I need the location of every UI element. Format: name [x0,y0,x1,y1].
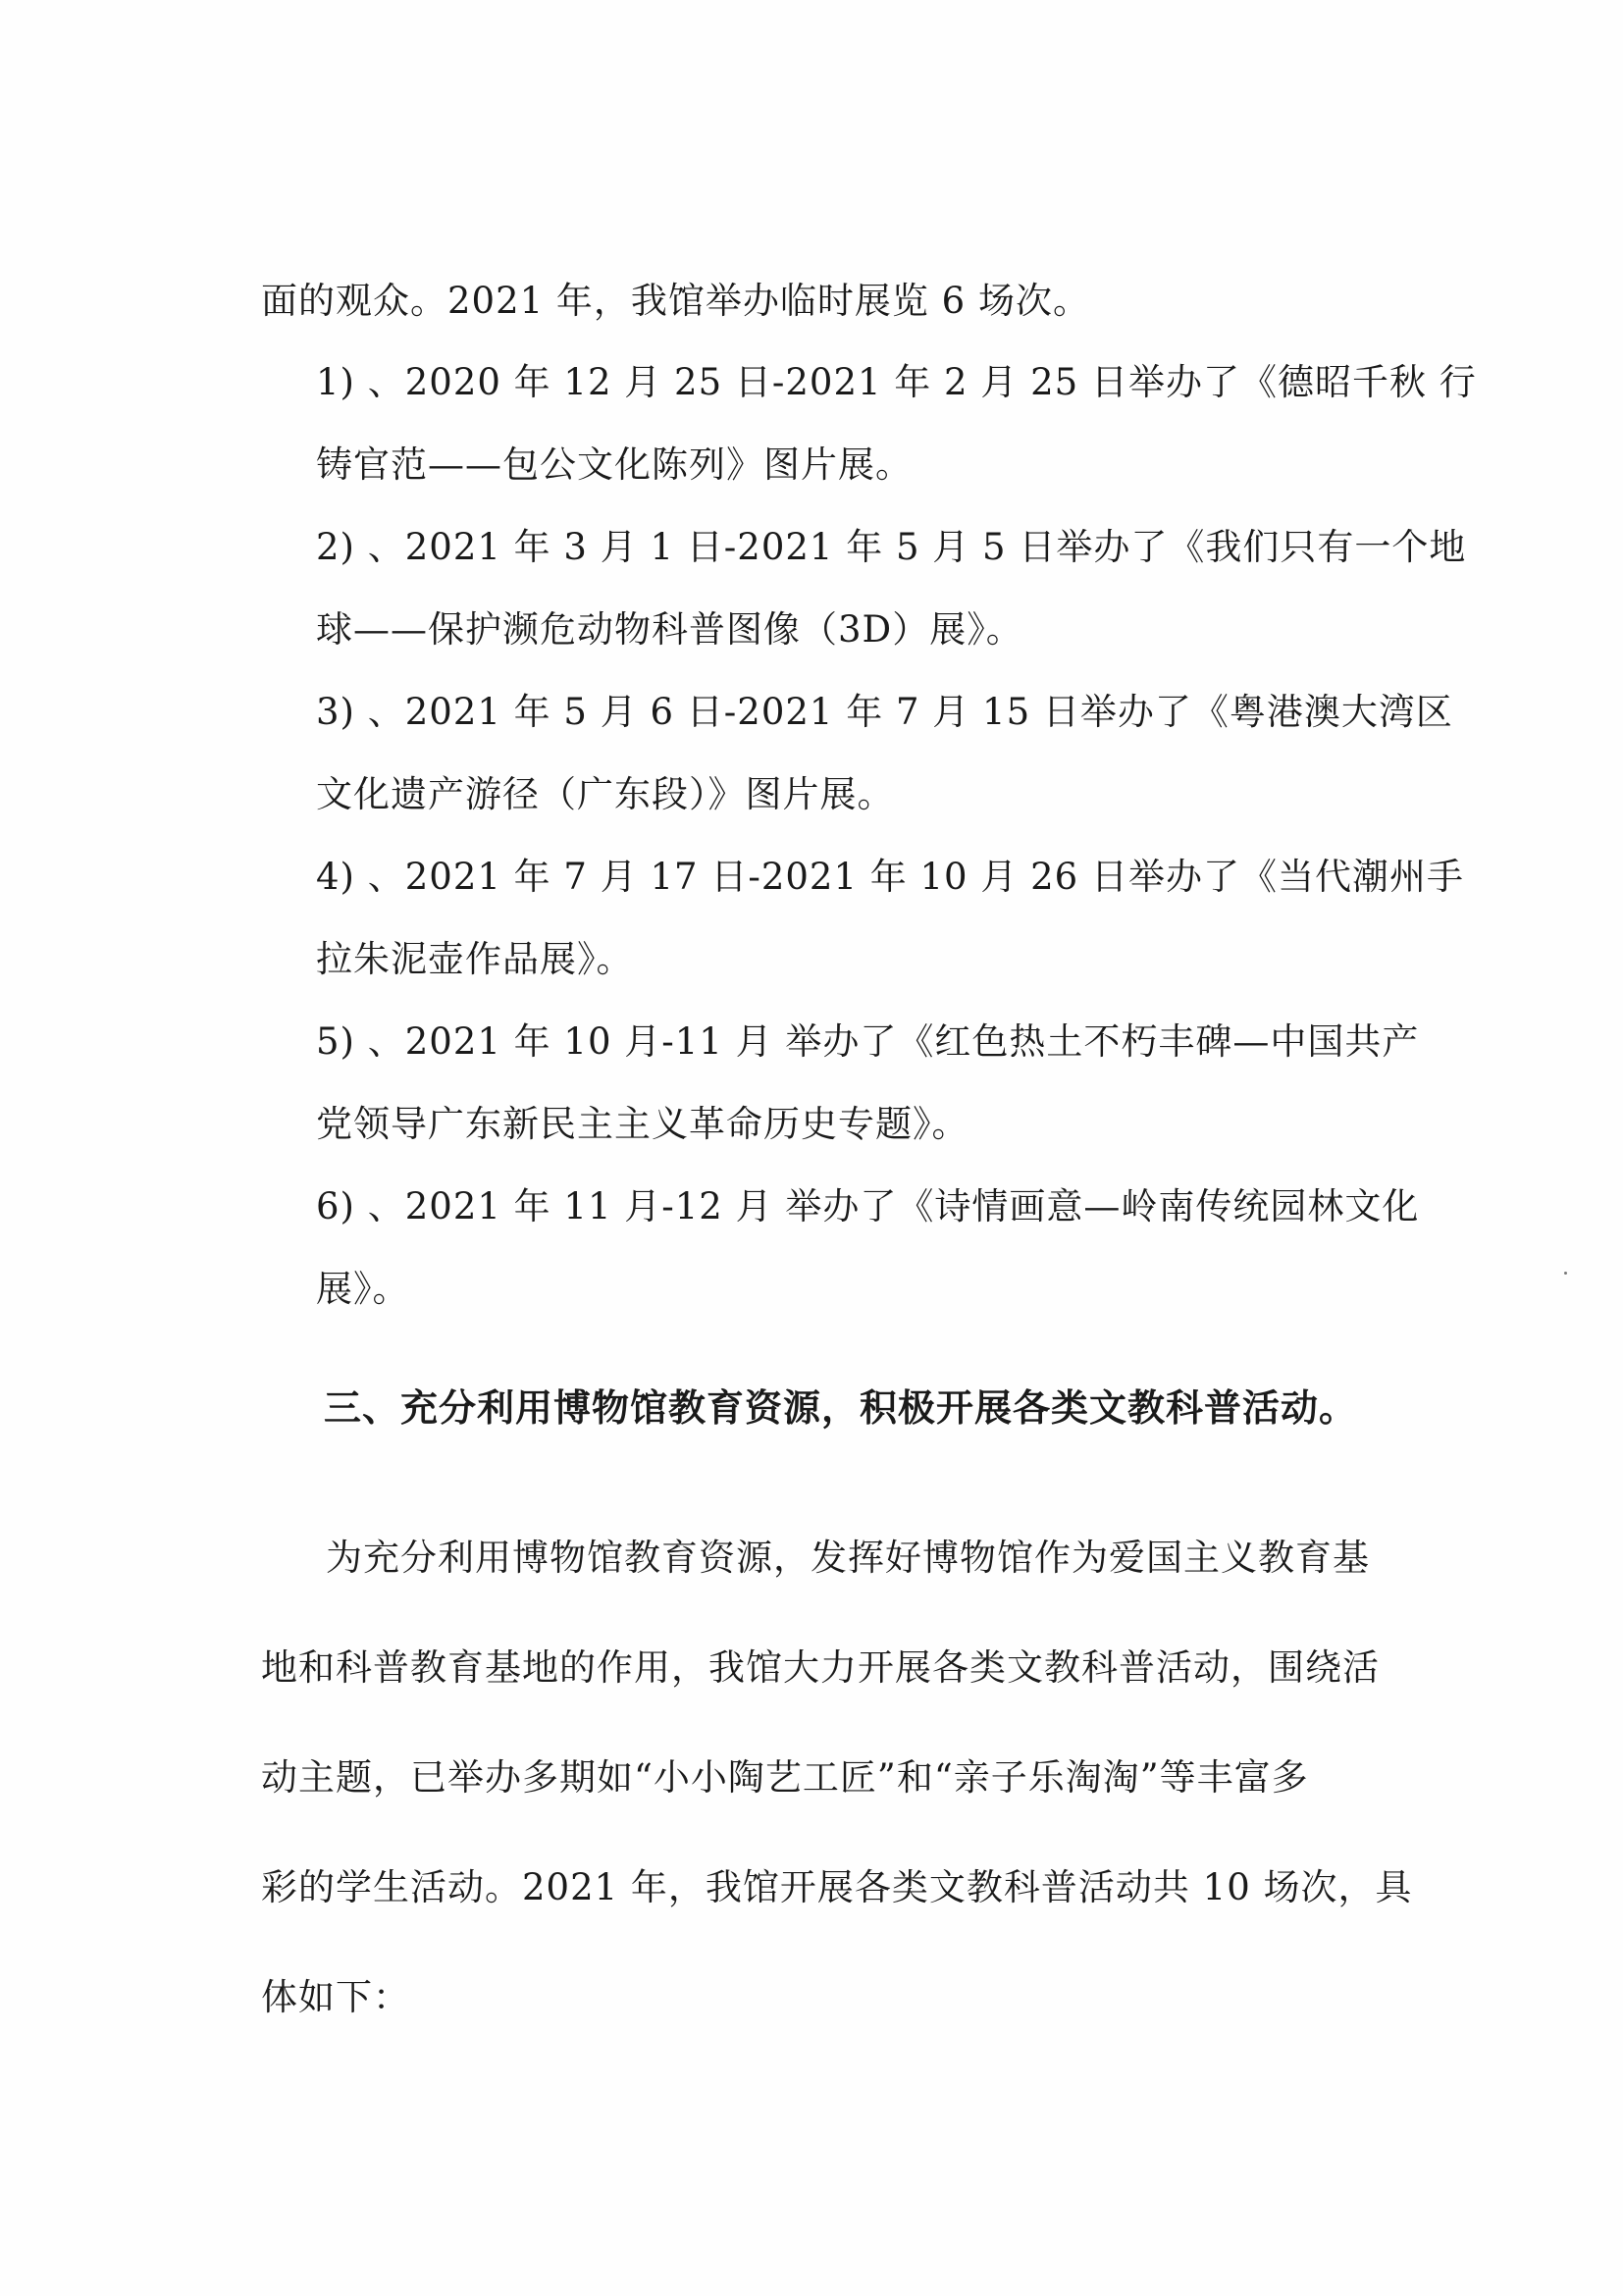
exhibition-item-4-line-1: 4) 、2021 年 7 月 17 日-2021 年 10 月 26 日举办了《当代潮州手 [316,856,1464,898]
paragraph-line-1: 为充分利用博物馆教育资源，发挥好博物馆作为爱国主义教育基 [326,1537,1370,1579]
exhibition-item-4-line-2: 拉朱泥壶作品展》。 [316,938,634,980]
paragraph-line-2: 地和科普教育基地的作用，我馆大力开展各类文教科普活动，围绕活 [261,1646,1380,1689]
exhibition-item-5-line-1: 5) 、2021 年 10 月-11 月 举办了《红色热土不朽丰碑—中国共产 [316,1020,1420,1063]
section-heading: 三、充分利用博物馆教育资源，积极开展各类文教科普活动。 [324,1386,1358,1430]
exhibition-item-3-line-1: 3) 、2021 年 5 月 6 日-2021 年 7 月 15 日举办了《粤港澳大湾区 [316,691,1453,733]
exhibition-item-5-line-2: 党领导广东新民主主义革命历史专题》。 [316,1103,969,1145]
exhibition-item-1-line-1: 1) 、2020 年 12 月 25 日-2021 年 2 月 25 日举办了《德昭千秋 行 [316,361,1477,403]
exhibition-item-6-line-2: 展》。 [316,1268,410,1310]
paragraph-line-3: 动主题，已举办多期如“小小陶艺工匠”和“亲子乐淘淘”等丰富多 [261,1756,1309,1799]
exhibition-item-2-line-2: 球——保护濒危动物科普图像（3D）展》。 [316,608,1023,651]
intro-line: 面的观众。2021 年，我馆举办临时展览 6 场次。 [261,280,1090,322]
exhibition-item-3-line-2: 文化遗产游径（广东段）》图片展。 [316,773,895,815]
scan-speck [1564,1272,1567,1275]
paragraph-line-4: 彩的学生活动。2021 年，我馆开展各类文教科普活动共 10 场次，具 [261,1866,1413,1908]
exhibition-item-1-line-2: 铸官范——包公文化陈列》图片展。 [316,444,913,486]
exhibition-item-6-line-1: 6) 、2021 年 11 月-12 月 举办了《诗情画意—岭南传统园林文化 [316,1185,1420,1227]
exhibition-item-2-line-1: 2) 、2021 年 3 月 1 日-2021 年 5 月 5 日举办了《我们只有一个地 [316,526,1467,568]
paragraph-line-5: 体如下： [261,1976,410,2018]
